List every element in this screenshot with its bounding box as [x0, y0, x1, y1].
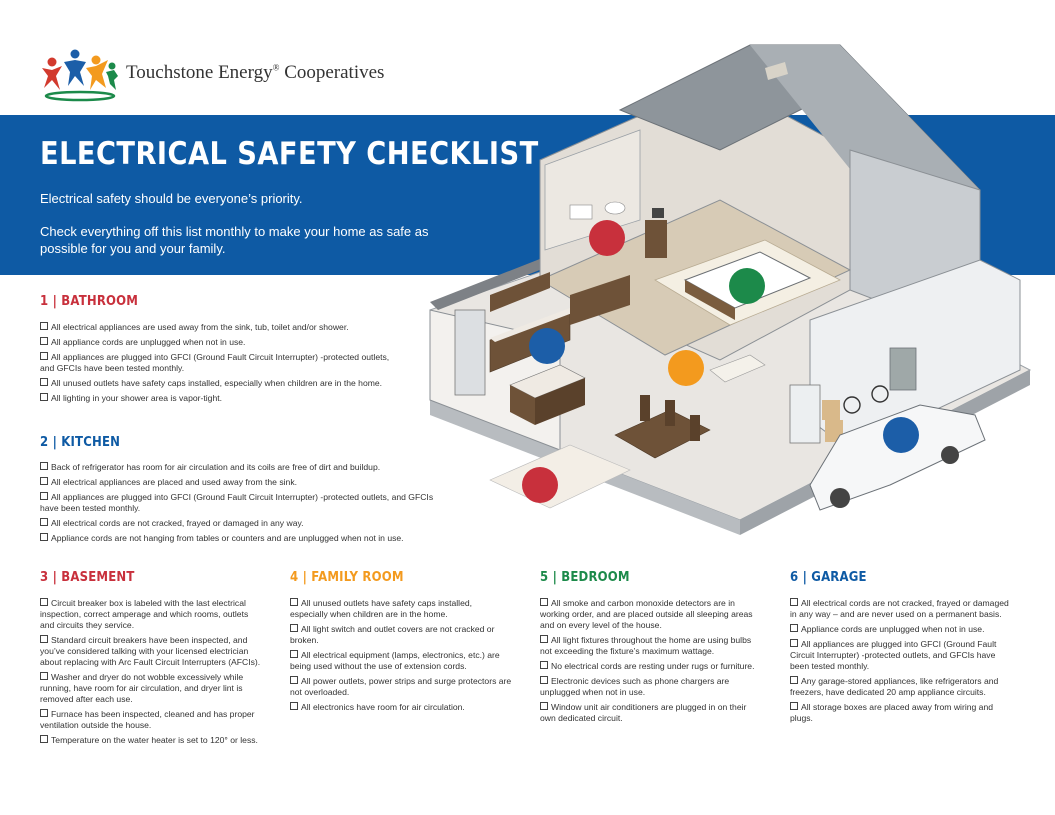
- garage-heading: 6 | GARAGE: [790, 570, 867, 585]
- bathroom-marker: [589, 220, 625, 256]
- cooperative-people-logo-icon: [38, 46, 120, 102]
- basement-marker: [522, 467, 558, 503]
- checklist-item[interactable]: No electrical cords are resting under rugs or furniture.: [540, 661, 762, 672]
- checklist-item[interactable]: All light fixtures throughout the home are using bulbs not exceeding the fixture’s maximum wattage.: [540, 635, 762, 657]
- checklist-item[interactable]: All light switch and outlet covers are not cracked or broken.: [290, 624, 512, 646]
- checklist-item[interactable]: Standard circuit breakers have been inspected, and you’ve considered talking with your licensed electrician about replacing with Arc Fault Circuit Interrupters (AFCIs).: [40, 635, 261, 667]
- checklist-item[interactable]: Circuit breaker box is labeled with the last electrical inspection, correct amperage and which rooms, outlets and circuits they service.: [40, 598, 262, 631]
- checklist-item[interactable]: Furnace has been inspected, cleaned and has proper ventilation outside the house.: [40, 709, 262, 731]
- garage-checklist: [790, 598, 1012, 728]
- checklist-item[interactable]: All appliances are plugged into GFCI (Ground Fault Circuit Interrupter) -protected outlets, and GFCIs have been tested monthly.: [40, 492, 440, 514]
- family-room-checklist: [290, 598, 512, 717]
- kitchen-heading: 2 | KITCHEN: [40, 435, 121, 450]
- garage-marker: [883, 417, 919, 453]
- bathroom-checklist: [40, 322, 390, 408]
- checklist-item[interactable]: Washer and dryer do not wobble excessively while running, have room for air circulation, and dryer lint is removed after each use.: [40, 672, 262, 705]
- checklist-item[interactable]: All appliance cords are unplugged when not in use.: [40, 337, 390, 348]
- checklist-item[interactable]: All electronics have room for air circulation.: [290, 702, 512, 713]
- checklist-item[interactable]: Temperature on the water heater is set to 120° or less.: [40, 735, 262, 746]
- kitchen-marker: [529, 328, 565, 364]
- basement-checklist: [40, 598, 262, 750]
- family-room-marker: [668, 350, 704, 386]
- checklist-item[interactable]: Appliance cords are unplugged when not in use.: [790, 624, 1012, 635]
- checklist-item[interactable]: All electrical cords are not cracked, frayed or damaged in any way – and are never used on a permanent basis.: [790, 598, 1012, 620]
- checklist-item[interactable]: All unused outlets have safety caps installed, especially when children are in the home.: [290, 598, 512, 620]
- family-room-heading: 4 | FAMILY ROOM: [290, 570, 404, 585]
- checklist-item[interactable]: All power outlets, power strips and surge protectors are not overloaded.: [290, 676, 512, 697]
- bedroom-heading: 5 | BEDROOM: [540, 570, 630, 585]
- checklist-item[interactable]: Window unit air conditioners are plugged in on their own dedicated circuit.: [540, 702, 762, 724]
- banner-instruction: Check everything off this list monthly to make your home as safe as possible for you and your family.: [40, 224, 429, 256]
- bathroom-heading: 1 | BATHROOM: [40, 294, 139, 309]
- checklist-item[interactable]: All appliances are plugged into GFCI (Ground Fault Circuit Interrupter) -protected outlets, and GFCIs have been tested monthly.: [40, 352, 390, 373]
- checklist-item[interactable]: All electrical cords are not cracked, frayed or damaged in any way.: [40, 518, 440, 529]
- checklist-item[interactable]: All electrical equipment (lamps, electronics, etc.) are being used without the use of extension cords.: [290, 650, 512, 672]
- kitchen-checklist: [40, 462, 440, 548]
- checklist-item[interactable]: All lighting in your shower area is vapor-tight.: [40, 393, 390, 404]
- basement-heading: 3 | BASEMENT: [40, 570, 135, 585]
- checklist-item[interactable]: All appliances are plugged into GFCI (Ground Fault Circuit Interrupter) -protected outlets, and GFCIs have been tested monthly.: [790, 639, 1012, 672]
- checklist-item[interactable]: Any garage-stored appliances, like refrigerators and freezers, have dedicated 20 amp appliance circuits.: [790, 676, 1012, 698]
- page-title: ELECTRICAL SAFETY CHECKLIST: [40, 136, 539, 172]
- logo-wordmark: Touchstone Energy® Cooperatives: [126, 62, 385, 83]
- checklist-item[interactable]: All smoke and carbon monoxide detectors are in working order, and are placed outside all sleeping areas and on every level of the house.: [540, 598, 762, 631]
- bedroom-checklist: [540, 598, 762, 728]
- checklist-item[interactable]: Electronic devices such as phone chargers are unplugged when not in use.: [540, 676, 762, 698]
- house-cutaway-illustration: [420, 40, 1035, 540]
- checklist-item[interactable]: All storage boxes are placed away from wiring and plugs.: [790, 702, 1012, 724]
- bedroom-marker: [729, 268, 765, 304]
- checklist-item[interactable]: All unused outlets have safety caps installed, especially when children are in the home.: [40, 378, 390, 389]
- checklist-item[interactable]: All electrical appliances are used away from the sink, tub, toilet and/or shower.: [40, 322, 390, 333]
- banner-intro: Electrical safety should be everyone’s priority.: [40, 191, 303, 206]
- checklist-item[interactable]: Back of refrigerator has room for air circulation and its coils are free of dirt and buildup.: [40, 462, 440, 473]
- checklist-item[interactable]: All electrical appliances are placed and used away from the sink.: [40, 477, 440, 488]
- checklist-item[interactable]: Appliance cords are not hanging from tables or counters and are unplugged when not in use.: [40, 533, 440, 544]
- logo: [38, 46, 418, 102]
